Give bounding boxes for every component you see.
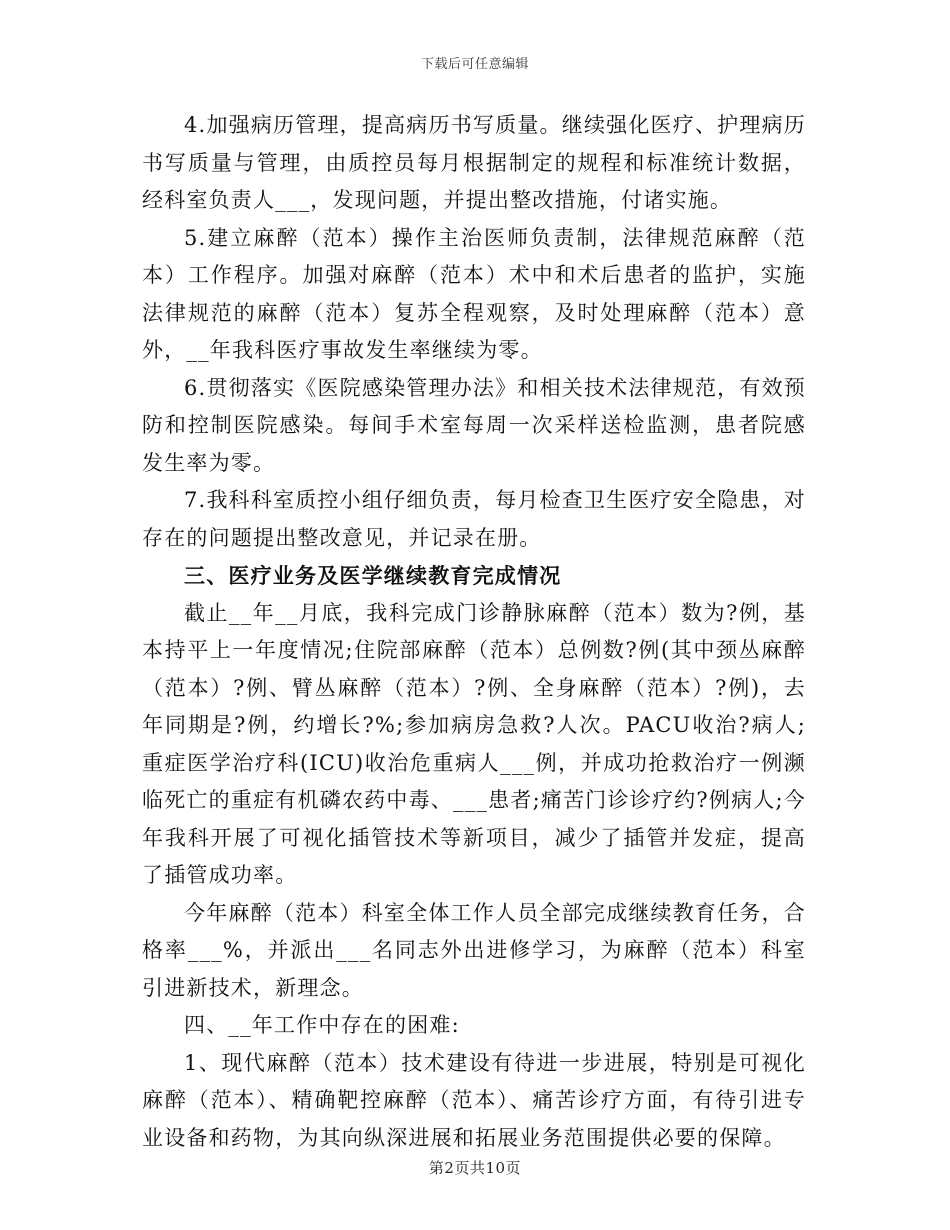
- document-body: [142, 107, 806, 1157]
- section-heading-3: 三、医疗业务及医学继续教育完成情况: [184, 563, 562, 588]
- paragraph-continuing-education: 今年麻醉（范本）科室全体工作人员全部完成继续教育任务，合格率___%，并派出___名同志外出进修学习，为麻醉（范本）科室引进新技术，新理念。: [142, 900, 806, 1000]
- paragraph-item-6: 6.贯彻落实《医院感染管理办法》和相关技术法律规范，有效预防和控制医院感染。每间手术室每周一次采样送检监测，患者院感发生率为零。: [142, 375, 806, 475]
- page-number: 第2页共10页: [428, 1159, 522, 1177]
- section-heading-4: 四、__年工作中存在的困难:: [184, 1013, 460, 1037]
- paragraph-item-7: 7.我科科室质控小组仔细负责，每月检查卫生医疗安全隐患，对存在的问题提出整改意见，并记录在册。: [142, 488, 806, 550]
- paragraph-statistics: 截止__年__月底，我科完成门诊静脉麻醉（范本）数为?例，基本持平上一年度情况;住院部麻醉（范本）总例数?例(其中颈丛麻醉（范本）?例、臂丛麻醉（范本）?例、全身麻醉（范本）?例)，去年同期是?例，约增长?%;参加病房急救?人次。PACU收治?病人;重症医学治疗科(ICU)收治危重病人___例，并成功抢救治疗一例濒临死亡的重症有机磷农药中毒、___患者;痛苦门诊诊疗约?例病人;今年我科开展了可视化插管技术等新项目，减少了插管并发症，提高了插管成功率。: [142, 600, 806, 887]
- paragraph-item-5: 5.建立麻醉（范本）操作主治医师负责制，法律规范麻醉（范本）工作程序。加强对麻醉（范本）术中和术后患者的监护，实施法律规范的麻醉（范本）复苏全程观察，及时处理麻醉（范本）意外，__年我科医疗事故发生率继续为零。: [142, 225, 806, 362]
- paragraph-item-4: 4.加强病历管理，提高病历书写质量。继续强化医疗、护理病历书写质量与管理，由质控员每月根据制定的规程和标准统计数据，经科室负责人___，发现问题，并提出整改措施，付诸实施。: [142, 113, 806, 212]
- header-note: 下载后可任意编辑: [420, 57, 529, 72]
- paragraph-difficulty-1: 1、现代麻醉（范本）技术建设有待进一步进展，特别是可视化麻醉（范本）、精确靶控麻醉（范本）、痛苦诊疗方面，有待引进专业设备和药物，为其向纵深进展和拓展业务范围提供必要的保障。: [142, 1050, 806, 1150]
